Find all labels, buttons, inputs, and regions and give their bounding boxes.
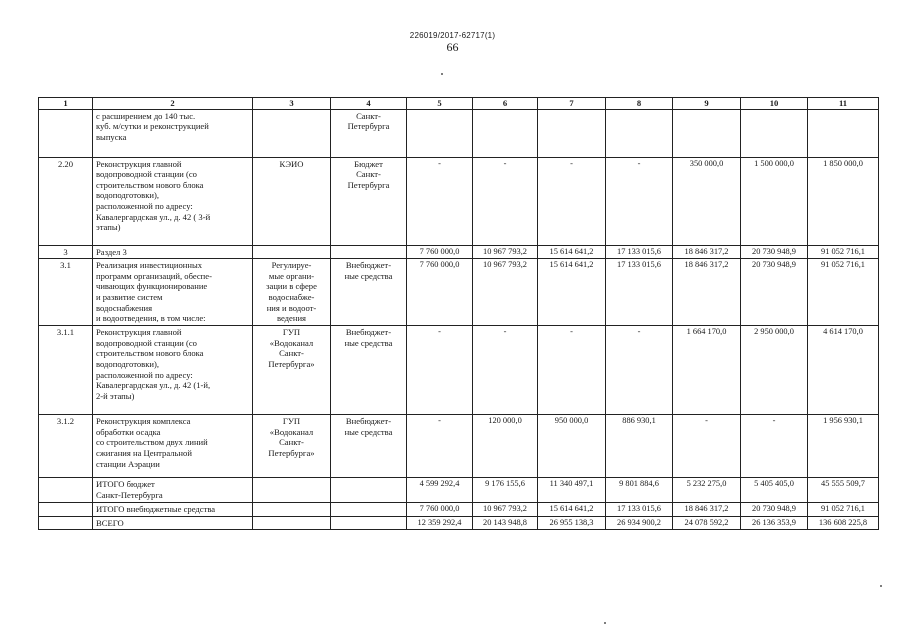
row-name: ИТОГО внебюджетные средства xyxy=(93,503,253,517)
row-number: 2.20 xyxy=(39,157,93,245)
value-col-6: 20 143 948,8 xyxy=(473,516,538,530)
row-name: ВСЕГО xyxy=(93,516,253,530)
value-col-9: 18 846 317,2 xyxy=(673,259,741,326)
row-executor: ГУП «Водоканал Санкт- Петербурга» xyxy=(253,415,331,478)
value-col-5: 7 760 000,0 xyxy=(407,503,473,517)
row-funding-source: Внебюджет- ные средства xyxy=(331,326,407,415)
value-col-8: 26 934 900,2 xyxy=(606,516,673,530)
row-executor xyxy=(253,503,331,517)
value-col-7: - xyxy=(538,157,606,245)
value-col-10: 2 950 000,0 xyxy=(741,326,808,415)
value-col-6: 9 176 155,6 xyxy=(473,478,538,503)
column-header: 2 xyxy=(93,98,253,110)
value-col-11: 91 052 716,1 xyxy=(808,245,879,259)
value-col-8: 9 801 884,6 xyxy=(606,478,673,503)
value-col-9: 24 078 592,2 xyxy=(673,516,741,530)
row-executor: ГУП «Водоканал Санкт- Петербурга» xyxy=(253,326,331,415)
value-col-5: 12 359 292,4 xyxy=(407,516,473,530)
value-col-11: 4 614 170,0 xyxy=(808,326,879,415)
document-id: 226019/2017-62717(1) xyxy=(409,31,496,40)
value-col-9: 5 232 275,0 xyxy=(673,478,741,503)
value-col-6: 10 967 793,2 xyxy=(473,503,538,517)
value-col-8: - xyxy=(606,157,673,245)
row-executor xyxy=(253,478,331,503)
row-number xyxy=(39,516,93,530)
column-header: 5 xyxy=(407,98,473,110)
value-col-11: 136 608 225,8 xyxy=(808,516,879,530)
value-col-7: 15 614 641,2 xyxy=(538,503,606,517)
value-col-7: 15 614 641,2 xyxy=(538,245,606,259)
value-col-10: 20 730 948,9 xyxy=(741,259,808,326)
row-executor: КЭИО xyxy=(253,157,331,245)
row-name: Реконструкция главной водопроводной станции (со строительством нового блока водоподготовки), расположенной по адресу: Кавалергардская ул., д. 42 ( 3-й этапы) xyxy=(93,157,253,245)
column-header: 7 xyxy=(538,98,606,110)
column-header-row xyxy=(39,98,879,110)
value-col-6: 120 000,0 xyxy=(473,415,538,478)
value-col-9: 350 000,0 xyxy=(673,157,741,245)
row-funding-source xyxy=(331,516,407,530)
column-header: 6 xyxy=(473,98,538,110)
row-number xyxy=(39,109,93,157)
row-funding-source: Внебюджет- ные средства xyxy=(331,259,407,326)
value-col-11: 45 555 509,7 xyxy=(808,478,879,503)
value-col-8: 17 133 015,6 xyxy=(606,259,673,326)
value-col-9: 18 846 317,2 xyxy=(673,503,741,517)
row-executor xyxy=(253,516,331,530)
row-funding-source xyxy=(331,503,407,517)
value-col-7: 11 340 497,1 xyxy=(538,478,606,503)
row-funding-source xyxy=(331,245,407,259)
value-col-9 xyxy=(673,109,741,157)
value-col-10: - xyxy=(741,415,808,478)
value-col-8: 886 930,1 xyxy=(606,415,673,478)
row-executor xyxy=(253,109,331,157)
column-header: 9 xyxy=(673,98,741,110)
value-col-10: 1 500 000,0 xyxy=(741,157,808,245)
row-number: 3.1.1 xyxy=(39,326,93,415)
table-row xyxy=(39,245,879,259)
value-col-10: 5 405 405,0 xyxy=(741,478,808,503)
value-col-11: 91 052 716,1 xyxy=(808,503,879,517)
value-col-11: 1 956 930,1 xyxy=(808,415,879,478)
value-col-6: 10 967 793,2 xyxy=(473,259,538,326)
table-row xyxy=(39,516,879,530)
table-row xyxy=(39,326,879,415)
value-col-6: - xyxy=(473,326,538,415)
row-number xyxy=(39,503,93,517)
column-header: 3 xyxy=(253,98,331,110)
table-row xyxy=(39,157,879,245)
table-row xyxy=(39,259,879,326)
value-col-7 xyxy=(538,109,606,157)
value-col-6: 10 967 793,2 xyxy=(473,245,538,259)
value-col-10 xyxy=(741,109,808,157)
value-col-11 xyxy=(808,109,879,157)
column-header: 10 xyxy=(741,98,808,110)
value-col-9: 18 846 317,2 xyxy=(673,245,741,259)
value-col-7: 26 955 138,3 xyxy=(538,516,606,530)
value-col-8: 17 133 015,6 xyxy=(606,245,673,259)
column-header: 8 xyxy=(606,98,673,110)
row-name: Реализация инвестиционных программ организаций, обеспе- чивающих функционирование и развитие систем водоснабжения и водоотведения, в том числе: xyxy=(93,259,253,326)
row-executor: Регулируе- мые органи- зации в сфере водоснабже- ния и водоот- ведения xyxy=(253,259,331,326)
row-funding-source: Внебюджет- ные средства xyxy=(331,415,407,478)
value-col-7: 15 614 641,2 xyxy=(538,259,606,326)
value-col-8 xyxy=(606,109,673,157)
value-col-6: - xyxy=(473,157,538,245)
scan-speck xyxy=(441,73,443,75)
value-col-6 xyxy=(473,109,538,157)
value-col-5: - xyxy=(407,415,473,478)
table-row xyxy=(39,503,879,517)
value-col-5: 4 599 292,4 xyxy=(407,478,473,503)
row-number: 3.1 xyxy=(39,259,93,326)
value-col-10: 20 730 948,9 xyxy=(741,503,808,517)
row-name: ИТОГО бюджет Санкт-Петербурга xyxy=(93,478,253,503)
value-col-5: 7 760 000,0 xyxy=(407,245,473,259)
value-col-10: 20 730 948,9 xyxy=(741,245,808,259)
scan-speck xyxy=(604,622,606,624)
column-header: 1 xyxy=(39,98,93,110)
budget-table xyxy=(38,97,879,530)
value-col-5: 7 760 000,0 xyxy=(407,259,473,326)
value-col-11: 91 052 716,1 xyxy=(808,259,879,326)
table-row xyxy=(39,415,879,478)
column-header: 11 xyxy=(808,98,879,110)
value-col-7: - xyxy=(538,326,606,415)
row-funding-source xyxy=(331,478,407,503)
value-col-7: 950 000,0 xyxy=(538,415,606,478)
row-name: с расширением до 140 тыс. куб. м/сутки и реконструкцией выпуска xyxy=(93,109,253,157)
value-col-5: - xyxy=(407,157,473,245)
value-col-10: 26 136 353,9 xyxy=(741,516,808,530)
column-header: 4 xyxy=(331,98,407,110)
row-name: Реконструкция главной водопроводной станции (со строительством нового блока водоподготовки), расположенной по адресу: Кавалергардская ул., д. 42 (1-й, 2-й этапы) xyxy=(93,326,253,415)
value-col-8: 17 133 015,6 xyxy=(606,503,673,517)
scan-speck xyxy=(880,585,882,587)
value-col-9: 1 664 170,0 xyxy=(673,326,741,415)
page-number: 66 xyxy=(446,40,459,54)
value-col-9: - xyxy=(673,415,741,478)
row-number xyxy=(39,478,93,503)
row-name: Раздел 3 xyxy=(93,245,253,259)
value-col-5 xyxy=(407,109,473,157)
row-name: Реконструкция комплекса обработки осадка со строительством двух линий сжигания на Центральной станции Аэрации xyxy=(93,415,253,478)
row-funding-source: Санкт- Петербурга xyxy=(331,109,407,157)
row-number: 3.1.2 xyxy=(39,415,93,478)
row-funding-source: Бюджет Санкт- Петербурга xyxy=(331,157,407,245)
row-executor xyxy=(253,245,331,259)
value-col-5: - xyxy=(407,326,473,415)
value-col-11: 1 850 000,0 xyxy=(808,157,879,245)
table-row xyxy=(39,478,879,503)
row-number: 3 xyxy=(39,245,93,259)
table-row xyxy=(39,109,879,157)
value-col-8: - xyxy=(606,326,673,415)
